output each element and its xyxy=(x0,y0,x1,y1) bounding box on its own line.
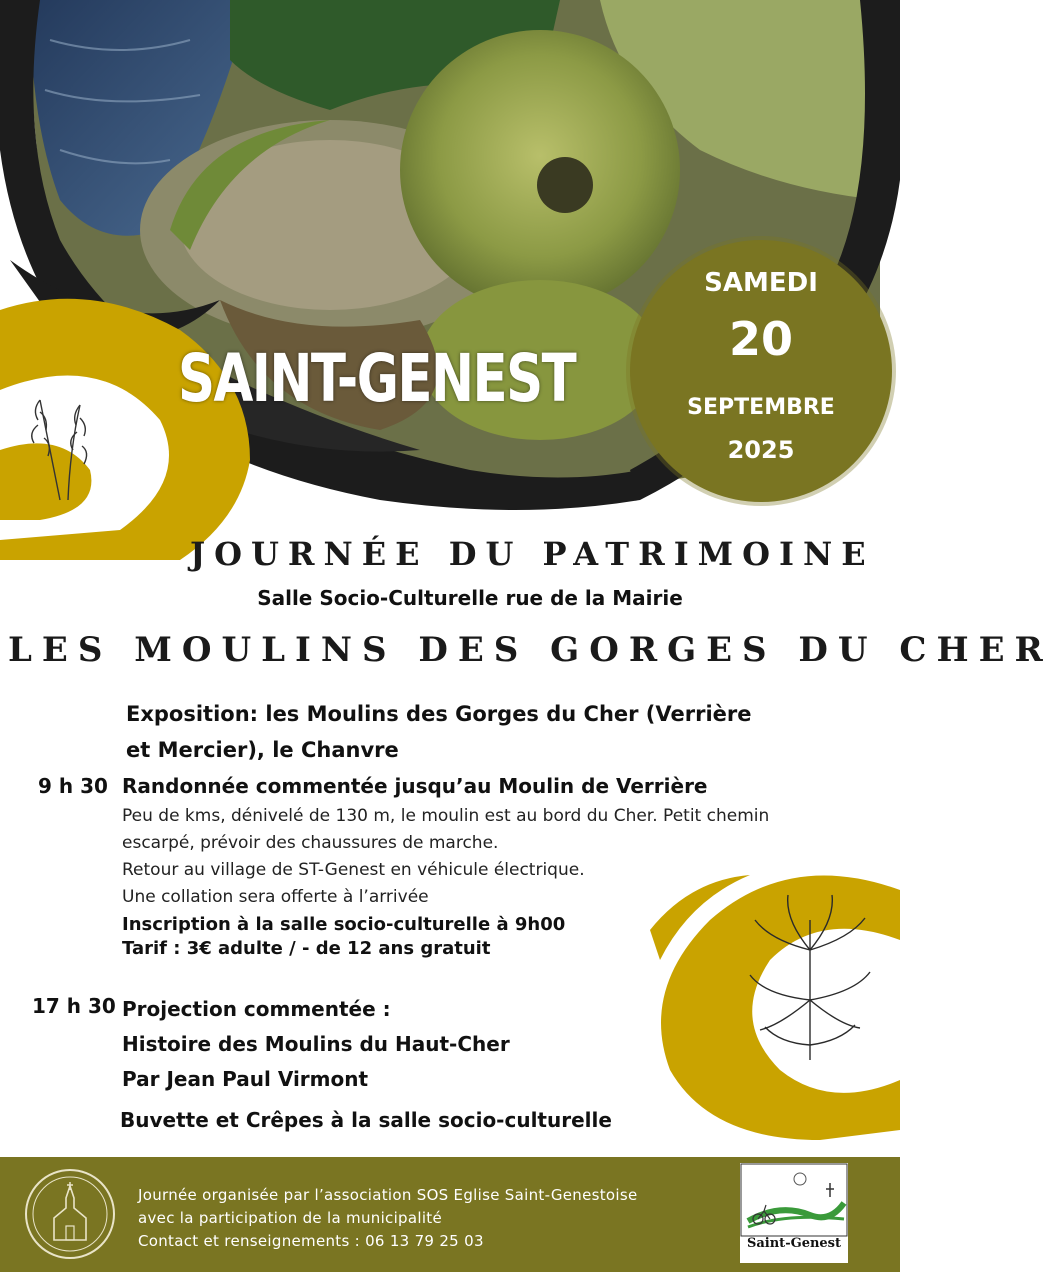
partner-label: Saint-Genest xyxy=(746,1236,842,1251)
exposition-line: Exposition: les Moulins des Gorges du Cher (Verrière xyxy=(126,702,752,726)
exposition-line: et Mercier), le Chanvre xyxy=(126,738,399,762)
theme-title: LES MOULINS DES GORGES DU CHER xyxy=(8,630,1053,670)
program-line: Projection commentée : xyxy=(122,997,391,1021)
program-description xyxy=(122,803,842,911)
event-heading: JOURNÉE DU PATRIMOINE xyxy=(190,535,875,573)
program-title: Randonnée commentée jusqu’au Moulin de Verrière xyxy=(122,774,708,798)
description-line: escarpé, prévoir des chaussures de marche. xyxy=(122,833,499,853)
date-badge xyxy=(630,240,892,502)
description-line: Retour au village de ST-Genest en véhicule électrique. xyxy=(122,860,585,880)
registration-info xyxy=(122,913,565,961)
program-time: 17 h 30 xyxy=(32,994,116,1018)
contact-line: Contact et renseignements : 06 13 79 25 03 xyxy=(138,1232,484,1250)
footer-text xyxy=(138,1184,718,1253)
program-line: Par Jean Paul Virmont xyxy=(122,1067,369,1091)
month: SEPTEMBRE xyxy=(687,395,835,420)
program-time: 9 h 30 xyxy=(38,774,108,798)
program-line: Histoire des Moulins du Haut-Cher xyxy=(122,1032,510,1056)
projection-block xyxy=(122,992,510,1097)
footer-line: avec la participation de la municipalité xyxy=(138,1209,443,1227)
year: 2025 xyxy=(727,436,795,464)
city-title: SAINT-GENEST xyxy=(178,340,576,417)
price-line: Tarif : 3€ adulte / - de 12 ans gratuit xyxy=(122,938,491,959)
association-logo xyxy=(16,1164,124,1264)
footer-line: Journée organisée par l’association SOS Eglise Saint-Genestoise xyxy=(138,1186,638,1204)
exposition-text xyxy=(126,696,806,768)
buvette-text: Buvette et Crêpes à la salle socio-culturelle xyxy=(120,1108,612,1132)
registration-line: Inscription à la salle socio-culturelle à 9h00 xyxy=(122,914,566,935)
venue: Salle Socio-Culturelle rue de la Mairie xyxy=(257,586,683,610)
description-line: Peu de kms, dénivelé de 130 m, le moulin est au bord du Cher. Petit chemin xyxy=(122,806,770,826)
day-number: 20 xyxy=(728,312,793,366)
day-name: SAMEDI xyxy=(704,268,818,298)
description-line: Une collation sera offerte à l’arrivée xyxy=(122,887,429,907)
